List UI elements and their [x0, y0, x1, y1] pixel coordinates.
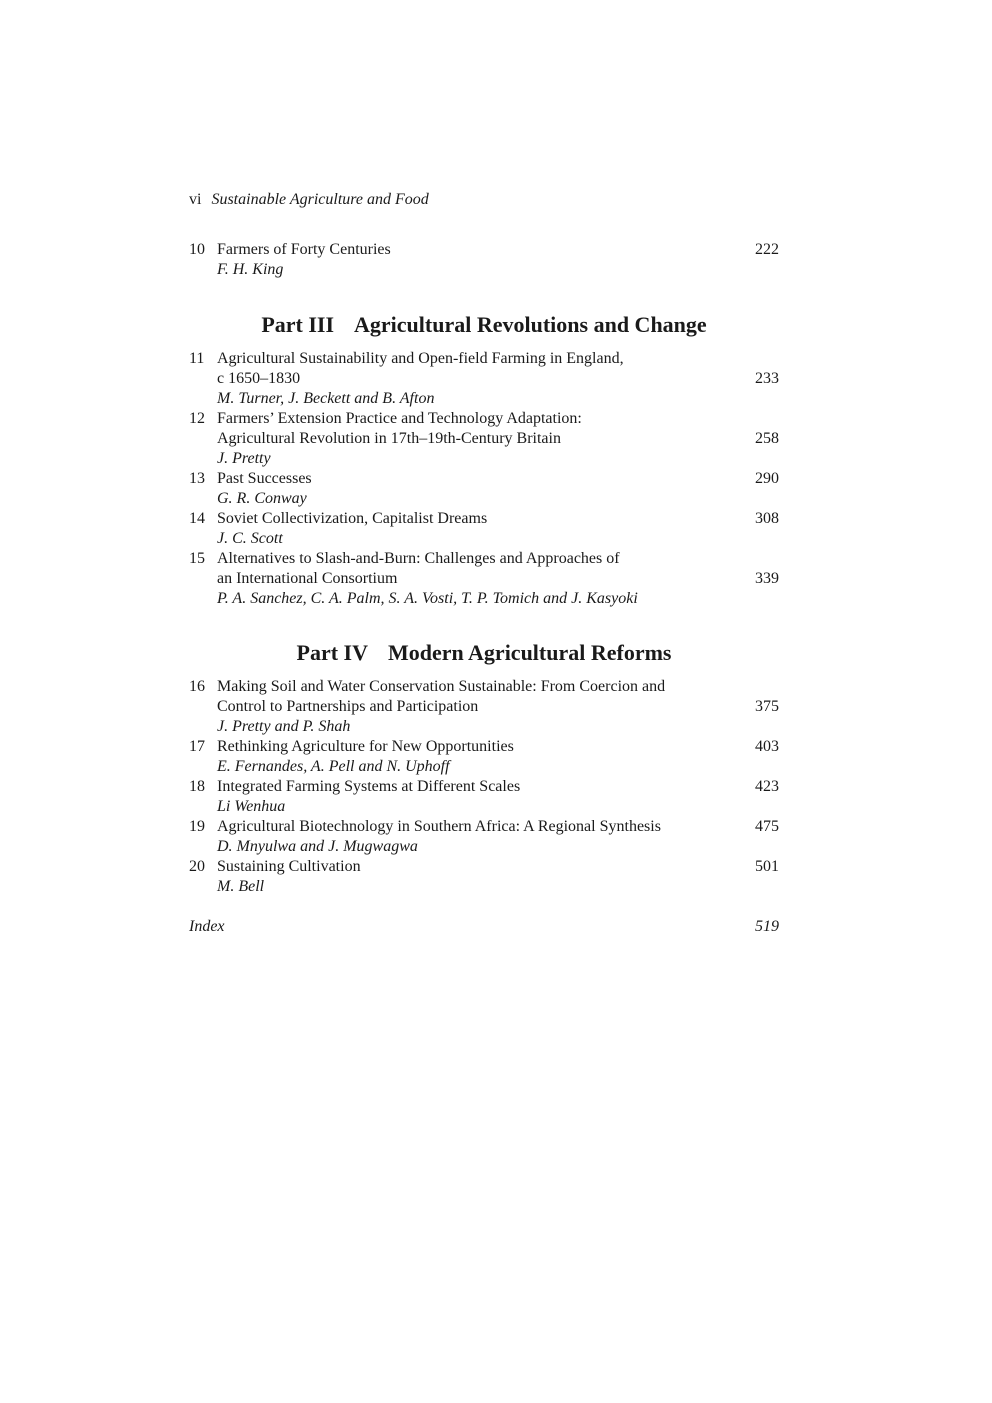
- chapter-title: Farmers of Forty Centuries: [217, 241, 391, 258]
- book-title: Sustainable Agriculture and Food: [211, 191, 429, 208]
- toc-entry[interactable]: [189, 777, 779, 817]
- toc-entry[interactable]: [189, 349, 779, 409]
- chapter-title-line: Farmers’ Extension Practice and Technology Adaptation:: [217, 410, 582, 427]
- chapter-title: Agricultural Biotechnology in Southern Africa: A Regional Synthesis: [217, 818, 661, 835]
- part-label: Part IV: [296, 640, 368, 665]
- part-title: Modern Agricultural Reforms: [387, 640, 672, 665]
- chapter-title-line: Making Soil and Water Conservation Sustainable: From Coercion and: [217, 678, 666, 695]
- chapter-authors: E. Fernandes, A. Pell and N. Uphoff: [217, 758, 450, 775]
- index-entry[interactable]: [189, 917, 779, 937]
- page-number: 375: [755, 698, 779, 715]
- chapter-authors: D. Mnyulwa and J. Mugwagwa: [217, 838, 418, 855]
- page-number: 501: [755, 858, 779, 875]
- page-folio: vi: [189, 191, 202, 208]
- chapter-authors: M. Bell: [217, 878, 265, 895]
- chapter-authors: F. H. King: [217, 261, 284, 278]
- chapter-title-line: Agricultural Sustainability and Open-field Farming in England,: [217, 350, 624, 367]
- chapter-number: 12: [189, 410, 205, 427]
- chapter-title-line: c 1650–1830: [217, 370, 301, 387]
- page-number: 423: [755, 778, 779, 795]
- page-number: 308: [755, 510, 779, 527]
- page-number: 403: [755, 738, 779, 755]
- chapter-authors: J. C. Scott: [217, 530, 283, 547]
- toc-entry[interactable]: [189, 817, 779, 857]
- toc-entry[interactable]: [189, 509, 779, 549]
- toc-entry[interactable]: [189, 857, 779, 897]
- chapter-number: 13: [189, 470, 205, 487]
- index-page-number: 519: [755, 918, 779, 935]
- toc-entry[interactable]: [189, 240, 779, 280]
- chapter-title: Sustaining Cultivation: [217, 858, 361, 875]
- page-number: 339: [755, 570, 779, 587]
- chapter-number: 10: [189, 241, 205, 258]
- chapter-number: 20: [189, 858, 205, 875]
- toc-page: [189, 190, 779, 937]
- chapter-number: 19: [189, 818, 205, 835]
- page-number: 222: [755, 241, 779, 258]
- chapter-authors: P. A. Sanchez, C. A. Palm, S. A. Vosti, T. P. Tomich and J. Kasyoki: [217, 590, 638, 607]
- part-label: Part III: [261, 312, 335, 337]
- part-heading: [189, 311, 779, 339]
- toc-entry[interactable]: [189, 677, 779, 737]
- running-head: [189, 190, 779, 210]
- toc-entry[interactable]: [189, 469, 779, 509]
- chapter-number: 18: [189, 778, 205, 795]
- chapter-title-line: Agricultural Revolution in 17th–19th-Century Britain: [217, 430, 561, 447]
- page-number: 290: [755, 470, 779, 487]
- toc-entry[interactable]: [189, 549, 779, 609]
- chapter-number: 11: [189, 350, 205, 367]
- chapter-authors: G. R. Conway: [217, 490, 307, 507]
- part-heading: [189, 639, 779, 667]
- chapter-authors: Li Wenhua: [217, 798, 286, 815]
- page-number: 233: [755, 370, 779, 387]
- chapter-title-line: Control to Partnerships and Participation: [217, 698, 479, 715]
- chapter-title-line: Alternatives to Slash-and-Burn: Challenges and Approaches of: [217, 550, 620, 567]
- part-title: Agricultural Revolutions and Change: [354, 312, 707, 337]
- chapter-authors: M. Turner, J. Beckett and B. Afton: [217, 390, 435, 407]
- index-label: Index: [189, 918, 225, 935]
- chapter-title: Rethinking Agriculture for New Opportunities: [217, 738, 514, 755]
- toc-entry[interactable]: [189, 409, 779, 469]
- chapter-title-line: an International Consortium: [217, 570, 398, 587]
- toc-entry[interactable]: [189, 737, 779, 777]
- page-number: 475: [755, 818, 779, 835]
- chapter-number: 14: [189, 510, 205, 527]
- chapter-title: Past Successes: [217, 470, 312, 487]
- chapter-number: 16: [189, 678, 205, 695]
- page-number: 258: [755, 430, 779, 447]
- chapter-title: Soviet Collectivization, Capitalist Dreams: [217, 510, 488, 527]
- chapter-number: 15: [189, 550, 205, 567]
- chapter-number: 17: [189, 738, 205, 755]
- chapter-authors: J. Pretty and P. Shah: [217, 718, 351, 735]
- chapter-title: Integrated Farming Systems at Different Scales: [217, 778, 521, 795]
- chapter-authors: J. Pretty: [217, 450, 271, 467]
